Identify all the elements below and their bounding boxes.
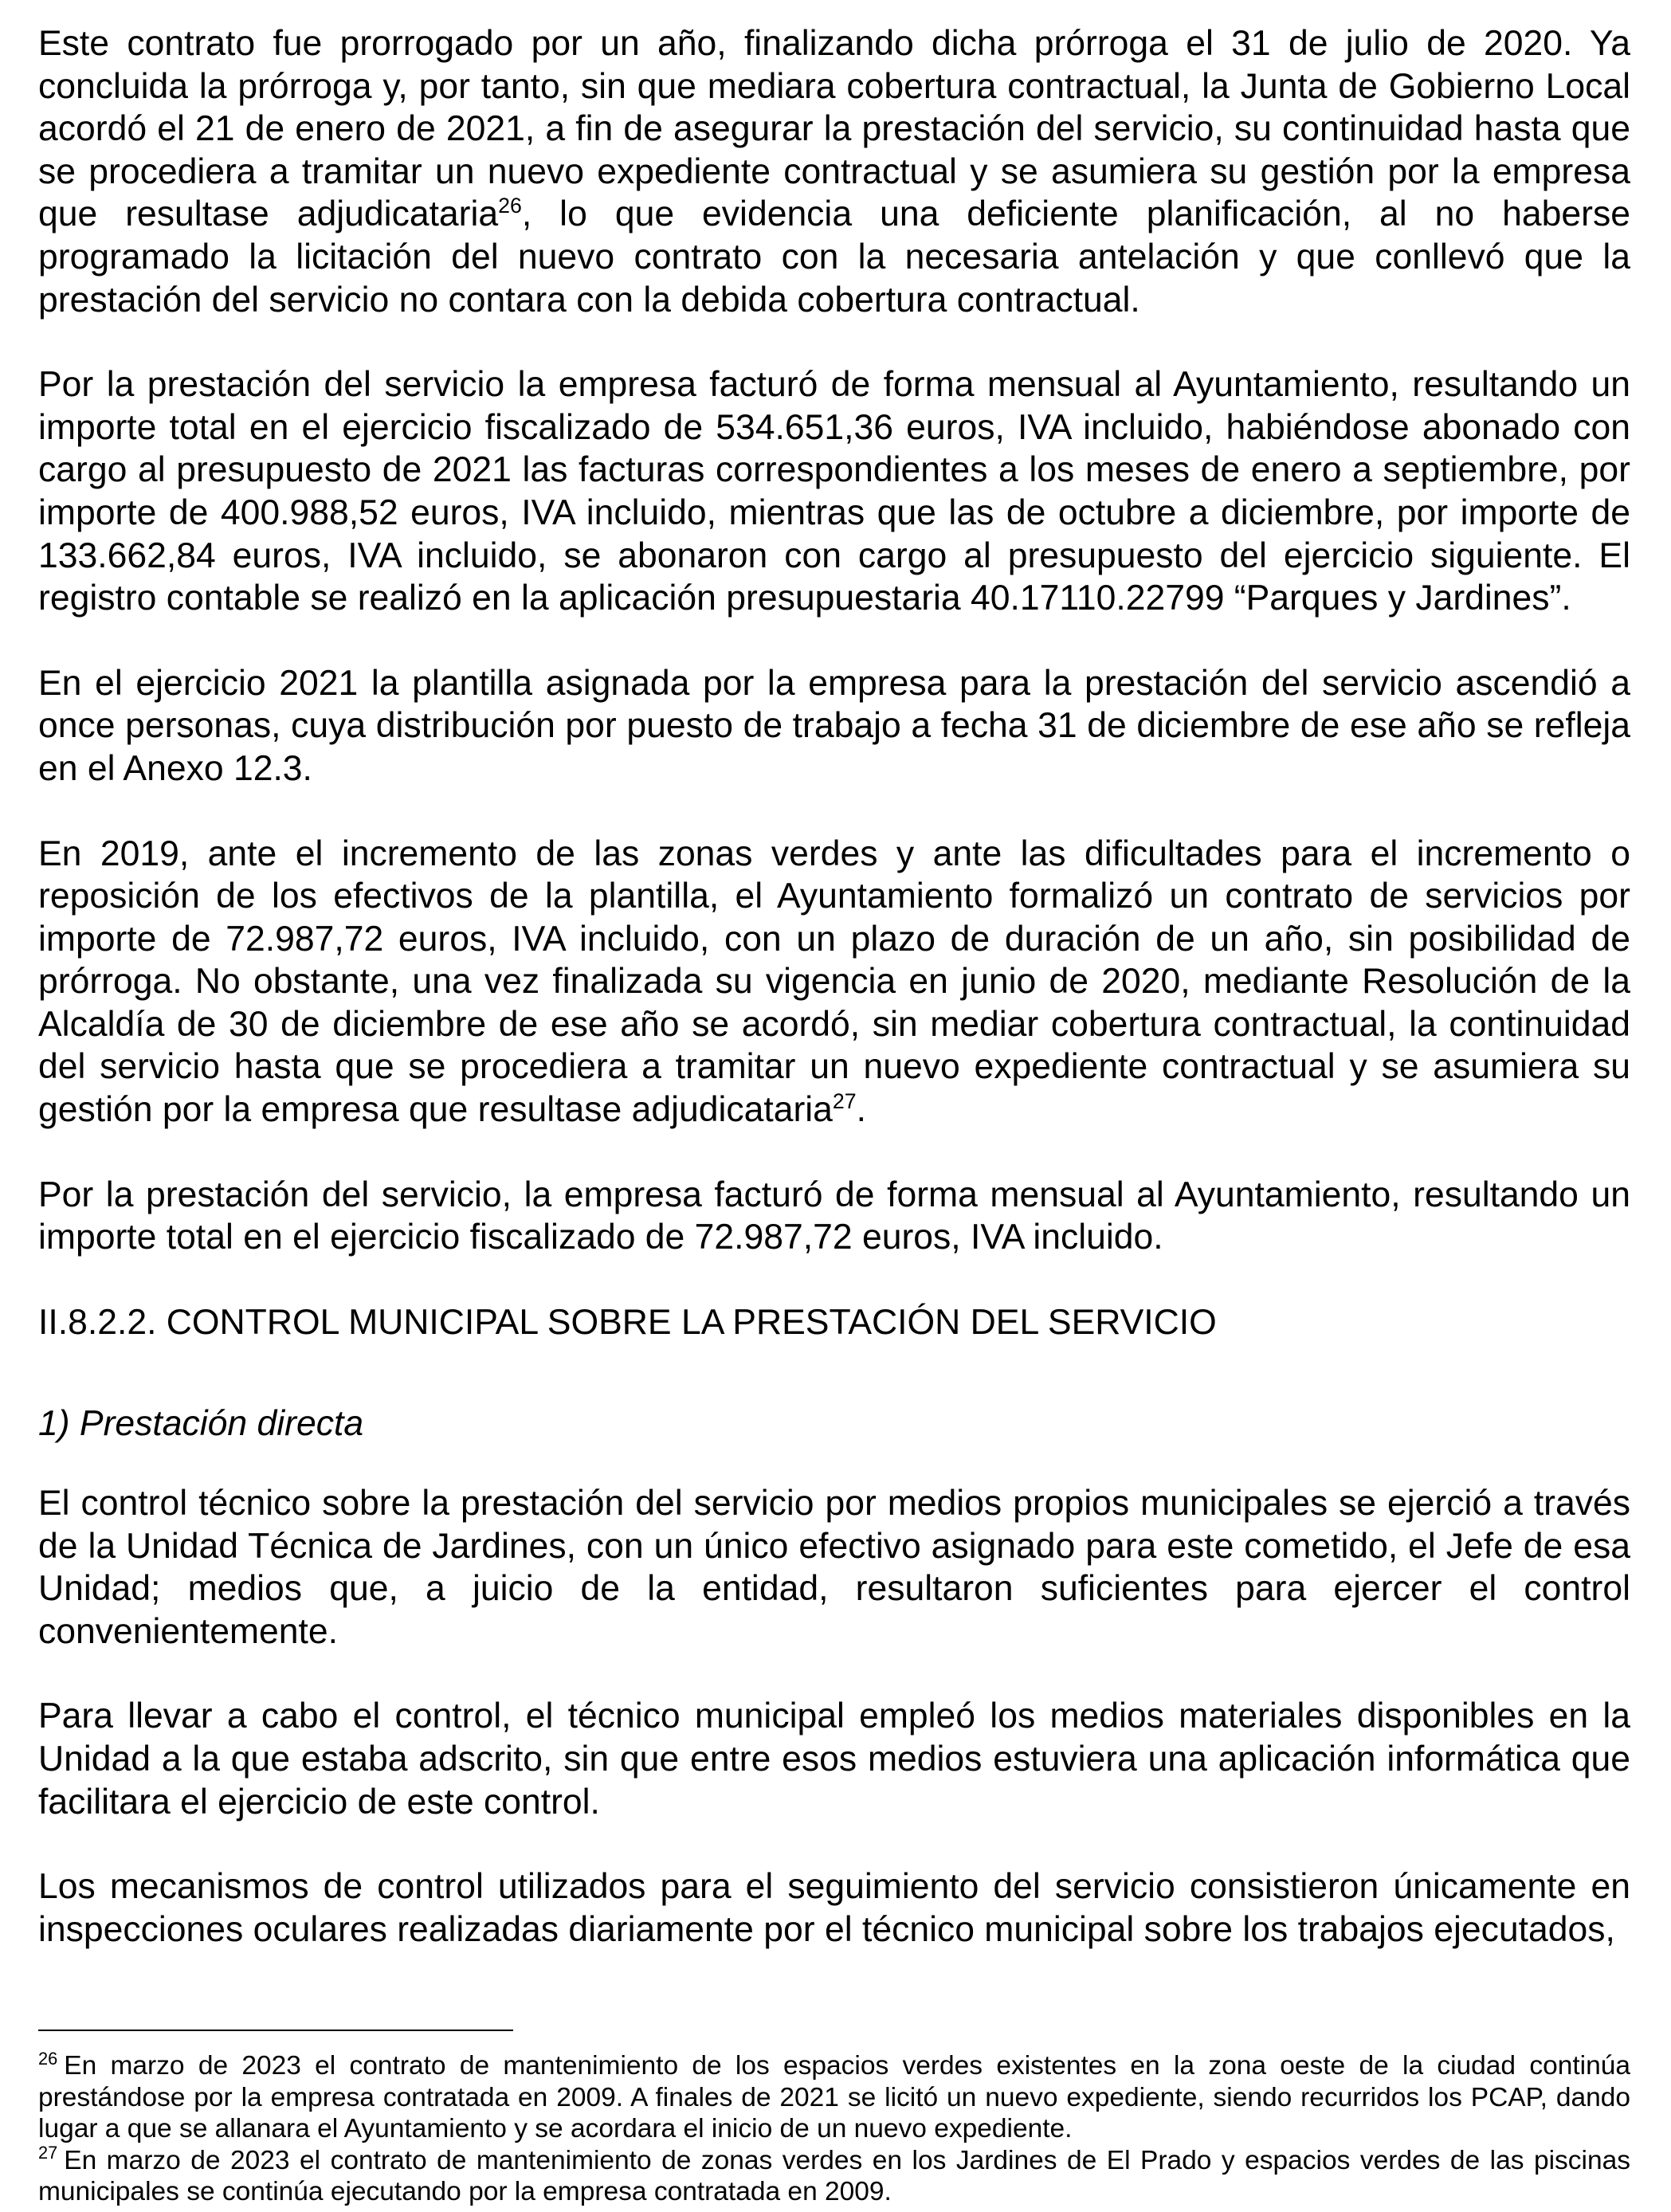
paragraph-facturacion: Por la prestación del servicio la empresa facturó de forma mensual al Ayuntamiento, resultando un importe total en el ejercicio fiscalizado de 534.651,36 euros, IVA incluido, habiéndose abonado con cargo al presupuesto de 2021 las facturas correspondientes a los meses de enero a septiembre, por importe de 400.988,52 euros, IVA incluido, mientras que las de octubre a diciembre, por importe de 133.662,84 euros, IVA incluido, se abonaron con cargo al presupuesto del ejercicio siguiente. El registro contable se realizó en la aplicación presupuestaria 40.17110.22799 “Parques y Jardines”.: [38, 365, 1630, 618]
subsection-heading: 1) Prestación directa: [38, 1404, 364, 1444]
footnote-number: 26: [38, 2048, 58, 2069]
footnote-ref-27[interactable]: 27: [832, 1089, 857, 1114]
footnote-26: [38, 2050, 1630, 2145]
footnote-divider: [38, 2030, 513, 2031]
document-body: [38, 22, 1630, 1993]
paragraph-control-tecnico: El control técnico sobre la prestación del servicio por medios propios municipales se ejerció a través de la Unidad Técnica de Jardines, con un único efectivo asignado para este cometido, el Jefe de esa Unidad; medios que, a juicio de la entidad, resultaron suficientes para ejercer el control convenientemente.: [38, 1484, 1630, 1651]
paragraph-contrato-2019: [38, 833, 1630, 1131]
section-heading: II.8.2.2. CONTROL MUNICIPAL SOBRE LA PRESTACIÓN DEL SERVICIO: [38, 1302, 1217, 1342]
paragraph-mecanismos-control: Los mecanismos de control utilizados para el seguimiento del servicio consistieron únicamente en inspecciones oculares realizadas diariamente por el técnico municipal sobre los trabajos ejecutados,: [38, 1867, 1630, 1949]
paragraph-prorroga-text-end: , lo que evidencia una deficiente planificación, al no haberse programado la licitación del nuevo contrato con la necesaria antelación y que conllevó que la prestación del servicio no contara con la debida cobertura contractual.: [38, 194, 1630, 320]
paragraph-plantilla: En el ejercicio 2021 la plantilla asignada por la empresa para la prestación del servicio ascendió a once personas, cuya distribución por puesto de trabajo a fecha 31 de diciembre de ese año se refleja en el Anexo 12.3.: [38, 663, 1630, 788]
footnotes: [38, 2030, 1630, 2208]
paragraph-medios-materiales: Para llevar a cabo el control, el técnico municipal empleó los medios materiales disponibles en la Unidad a la que estaba adscrito, sin que entre esos medios estuviera una aplicación informática que facilitara el ejercicio de este control.: [38, 1696, 1630, 1822]
paragraph-prorroga-text: Este contrato fue prorrogado por un año, finalizando dicha prórroga el 31 de julio de 2020. Ya concluida la prórroga y, por tanto, sin que mediara cobertura contractual, la Junta de Gobierno Local acordó el 21 de enero de 2021, a fin de asegurar la prestación del servicio, su continuidad hasta que se procediera a tramitar un nuevo expediente contractual y se asumiera su gestión por la empresa que resultase adjudicataria: [38, 24, 1630, 234]
paragraph-facturacion-2: Por la prestación del servicio, la empresa facturó de forma mensual al Ayuntamiento, resultando un importe total en el ejercicio fiscalizado de 72.987,72 euros, IVA incluido.: [38, 1175, 1630, 1257]
footnote-number: 27: [38, 2143, 58, 2163]
footnote-text: En marzo de 2023 el contrato de mantenimiento de los espacios verdes existentes en la zona oeste de la ciudad continúa prestándose por la empresa contratada en 2009. A finales de 2021 se licitó un nuevo expediente, siendo recurridos los PCAP, dando lugar a que se allanara el Ayuntamiento y se acordara el inicio de un nuevo expediente.: [38, 2051, 1630, 2143]
paragraph-contrato-2019-text: En 2019, ante el incremento de las zonas verdes y ante las dificultades para el incremento o reposición de los efectivos de la plantilla, el Ayuntamiento formalizó un contrato de servicios por importe de 72.987,72 euros, IVA incluido, con un plazo de duración de un año, sin posibilidad de prórroga. No obstante, una vez finalizada su vigencia en junio de 2020, mediante Resolución de la Alcaldía de 30 de diciembre de ese año se acordó, sin mediar cobertura contractual, la continuidad del servicio hasta que se procediera a tramitar un nuevo expediente contractual y se asumiera su gestión por la empresa que resultase adjudicataria: [38, 833, 1630, 1130]
paragraph-contrato-2019-text-end: .: [856, 1090, 866, 1130]
paragraph-prorroga: [38, 22, 1630, 321]
footnote-ref-26[interactable]: 26: [498, 194, 522, 218]
footnote-27: [38, 2145, 1630, 2208]
footnote-text: En marzo de 2023 el contrato de mantenimiento de zonas verdes en los Jardines de El Prado y espacios verdes de las piscinas municipales se continúa ejecutando por la empresa contratada en 2009.: [38, 2145, 1630, 2206]
